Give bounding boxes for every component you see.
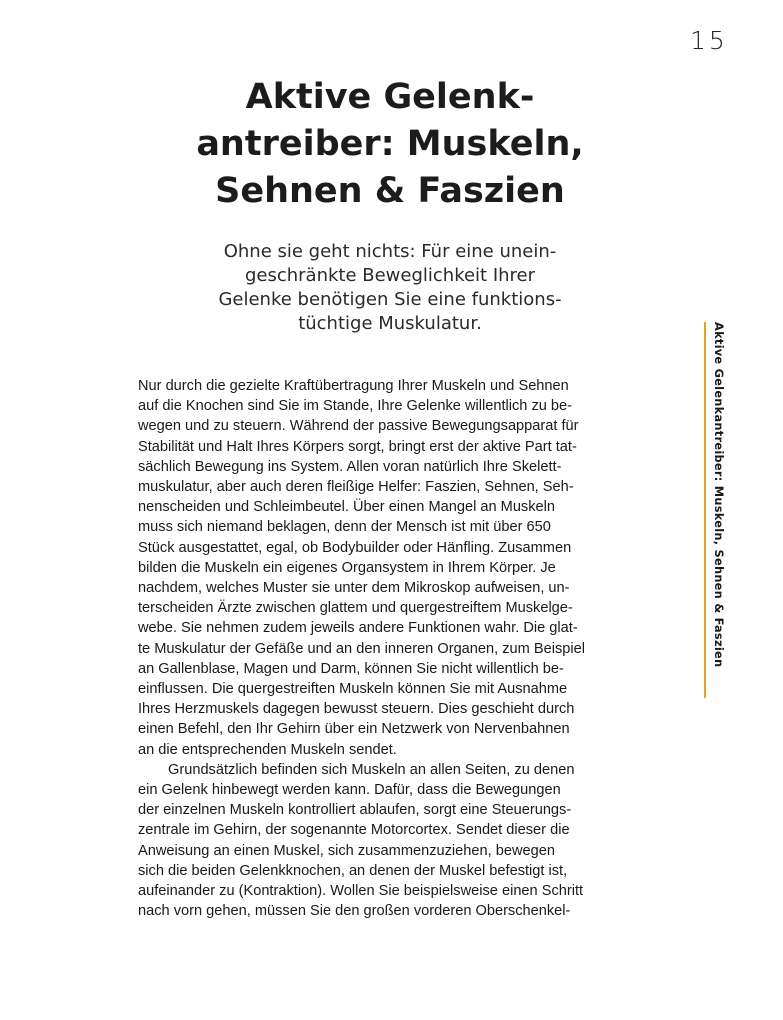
body-line: muskulatur, aber auch deren fleißige Helfer: Faszien, Sehnen, Seh-	[138, 479, 574, 496]
page-number: 15	[690, 26, 728, 55]
body-line: wegen und zu steuern. Während der passive Bewegungsapparat für	[138, 418, 579, 435]
body-line: webe. Sie nehmen zudem jeweils andere Funktionen wahr. Die glat-	[138, 620, 578, 637]
body-line: Grundsätzlich befinden sich Muskeln an allen Seiten, zu denen	[168, 761, 575, 778]
body-line: Stabilität und Halt Ihres Körpers sorgt, bringt erst der aktive Part tat-	[138, 438, 577, 455]
body-line: einen Befehl, den Ihr Gehirn über ein Netzwerk von Nervenbahnen	[138, 721, 570, 738]
heading-line: Aktive Gelenk-	[245, 77, 535, 117]
body-line: sich die beiden Gelenkknochen, an denen der Muskel befestigt ist,	[138, 862, 568, 879]
body-line: aufeinander zu (Kontraktion). Wollen Sie beispielsweise einen Schritt	[138, 883, 584, 900]
body-line: te Muskulatur der Gefäße und an den inneren Organen, zum Beispiel	[138, 640, 585, 657]
body-line: ein Gelenk hinbewegt werden kann. Dafür, dass die Bewegungen	[138, 782, 561, 799]
body-line: sächlich Bewegung ins System. Allen voran natürlich Ihre Skelett-	[138, 458, 562, 475]
intro-line: Ohne sie geht nichts: Für eine unein-	[223, 241, 557, 262]
heading-line: Sehnen & Faszien	[215, 171, 565, 211]
chapter-heading	[120, 74, 660, 215]
body-line: Ihres Herzmuskels dagegen bewusst steuern. Dies geschieht durch	[138, 701, 575, 718]
body-line: nenscheiden und Schleimbeutel. Über einen Mangel an Muskeln	[138, 499, 555, 516]
body-line: der einzelnen Muskeln kontrolliert ablaufen, sorgt eine Steuerungs-	[138, 802, 572, 819]
body-line: nachdem, welches Muster sie unter dem Mikroskop aufweisen, un-	[138, 580, 570, 597]
body-line: nach vorn gehen, müssen Sie den großen vorderen Oberschenkel-	[138, 903, 571, 920]
heading-line: antreiber: Muskeln,	[196, 124, 584, 164]
body-text	[138, 376, 658, 921]
side-title-text: Aktive Gelenkantreiber: Muskeln, Sehnen & Faszien	[712, 322, 726, 668]
body-line: bilden die Muskeln ein eigenes Organsystem in Ihrem Körper. Je	[138, 559, 556, 576]
body-line: an Gallenblase, Magen und Darm, können Sie nicht willentlich be-	[138, 660, 564, 677]
intro-line: Gelenke benötigen Sie eine funktions-	[218, 289, 562, 310]
body-line: an die entsprechenden Muskeln sendet.	[138, 741, 397, 758]
intro-line: tüchtige Muskulatur.	[298, 313, 482, 334]
body-line: zentrale im Gehirn, der sogenannte Motorcortex. Sendet dieser die	[138, 822, 570, 839]
body-line: Anweisung an einen Muskel, sich zusammenzuziehen, bewegen	[138, 842, 555, 859]
intro-line: geschränkte Beweglichkeit Ihrer	[244, 265, 536, 286]
body-line: Stück ausgestattet, egal, ob Bodybuilder oder Hänfling. Zusammen	[138, 539, 572, 556]
body-line: muss sich niemand beklagen, denn der Mensch ist mit über 650	[138, 519, 551, 536]
body-line: Nur durch die gezielte Kraftübertragung Ihrer Muskeln und Sehnen	[138, 378, 569, 394]
body-line: auf die Knochen sind Sie im Stande, Ihre Gelenke willentlich zu be-	[138, 398, 573, 415]
body-line: einflussen. Die quergestreiften Muskeln können Sie mit Ausnahme	[138, 681, 568, 698]
side-running-title	[704, 322, 726, 698]
body-line: terscheiden Ärzte zwischen glattem und quergestreiftem Muskelge-	[138, 600, 573, 617]
intro-teaser	[150, 240, 630, 336]
